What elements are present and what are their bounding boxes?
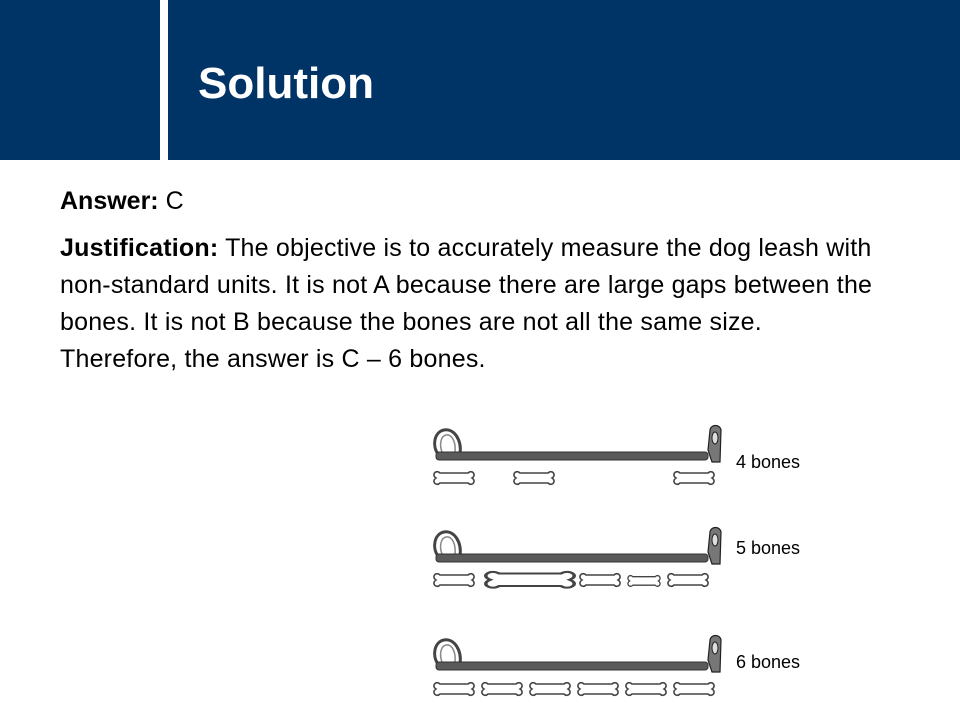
- option-label-6-bones: 6 bones: [736, 652, 801, 672]
- bone-icon: [668, 574, 708, 587]
- bone-icon: [580, 574, 620, 587]
- bone-icon: [434, 683, 474, 696]
- option-label-5-bones: 5 bones: [736, 538, 801, 558]
- bone-icon: [482, 683, 522, 696]
- bone-icon: [434, 574, 474, 587]
- leash-illustration: [430, 418, 730, 708]
- bone-icon: [674, 683, 714, 696]
- justification-paragraph: [60, 230, 880, 378]
- justification-text: The objective is to accurately measure the dog leash with non-standard units. It is not A because there are large gaps between the bones. It is not B because the bones are not all the same size. Therefore, the answer is C – 6 bones.: [60, 234, 873, 373]
- option-label-4-bones: 4 bones: [736, 452, 801, 472]
- page-title: Solution: [198, 59, 374, 108]
- bone-icon: [628, 576, 660, 587]
- bone-icon: [514, 472, 554, 485]
- answer-line: [60, 186, 880, 216]
- bone-icon: [578, 683, 618, 696]
- bone-icon: [530, 683, 570, 696]
- bone-icon: [486, 572, 574, 588]
- justification-label: Justification:: [60, 234, 219, 262]
- answer-value: C: [165, 187, 184, 215]
- header-accent-block: [0, 0, 160, 160]
- bone-icon: [434, 472, 474, 485]
- bone-icon: [626, 683, 666, 696]
- leash-row-1: [434, 426, 721, 485]
- leash-measurement-figure: [430, 418, 730, 708]
- answer-label: Answer:: [60, 187, 159, 215]
- leash-row-2: [434, 528, 721, 588]
- bone-icon: [674, 472, 714, 485]
- leash-row-3: [434, 636, 721, 696]
